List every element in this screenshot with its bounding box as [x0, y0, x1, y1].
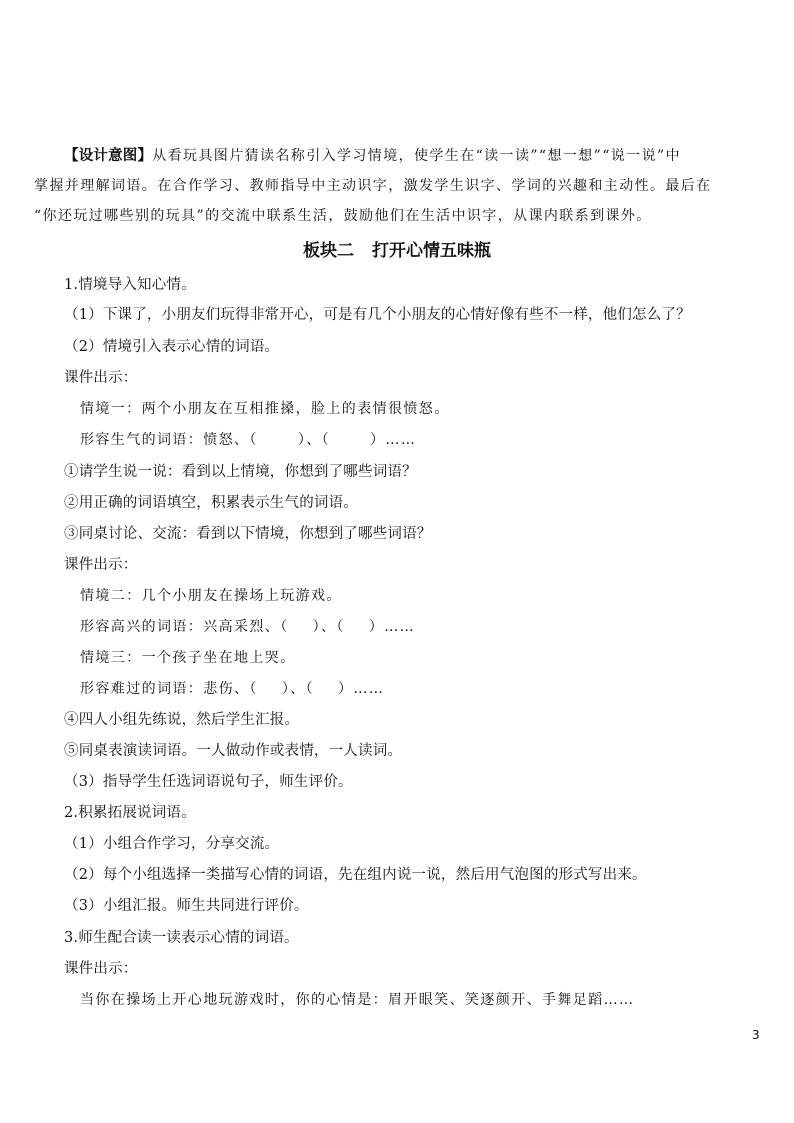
page-number: 3: [752, 1028, 760, 1042]
angry-words-end: ）……: [370, 432, 417, 448]
sad-words-end: ）……: [338, 681, 385, 697]
design-intent-text-1: 从看玩具图片猜读名称引入学习情境，使学生在“读一读”“想一想”“说一说”中: [152, 148, 681, 164]
circle-item-3: ③同桌讨论、交流：看到以下情境，你想到了哪些词语？: [64, 526, 432, 542]
section-name: 打开心情五味瓶: [372, 241, 491, 261]
circle-item-2: ②用正确的词语填空，积累表示生气的词语。: [64, 495, 358, 511]
circle-item-4: ④四人小组先练说，然后学生汇报。: [64, 712, 300, 728]
scene-2: 情境二：几个小朋友在操场上玩游戏。: [80, 588, 342, 604]
angry-words-prefix: 形容生气的词语：愤怒、（: [80, 432, 258, 448]
happy-words-prefix: 形容高兴的词语：兴高采烈、（: [80, 619, 289, 635]
design-intent-label: 【设计意图】: [64, 147, 153, 164]
angry-words-mid: ）、（: [297, 432, 331, 448]
angry-words-line: [80, 430, 416, 450]
step-1-3: （3）指导学生任选词语说句子，师生评价。: [64, 774, 353, 790]
happy-words-line: [80, 617, 415, 637]
circle-item-1: ①请学生说一说：看到以上情境，你想到了哪些词语？: [64, 464, 417, 480]
design-intent-line-2: 掌握并理解词语。在合作学习、教师指导中主动识字，激发学生识字、学词的兴趣和主动性。最后在: [34, 178, 712, 194]
step-3-heading: 3.师生配合读一读表示心情的词语。: [64, 930, 299, 946]
sad-words-line: [80, 679, 384, 699]
step-2-2: （2）每个小组选择一类描写心情的词语，先在组内说一说，然后用气泡图的形式写出来。: [64, 867, 647, 883]
sad-words-prefix: 形容难过的词语：悲伤、（: [80, 681, 258, 697]
step-2-3: （3）小组汇报。师生共同进行评价。: [64, 898, 309, 914]
section-part: 板块二: [303, 241, 354, 261]
design-intent-line-1: [64, 146, 681, 166]
design-intent-line-3: “你还玩过哪些别的玩具”的交流中联系生活，鼓励他们在生活中识字，从课内联系到课外。: [34, 208, 652, 224]
step-1-heading: 1.情境导入知心情。: [64, 277, 196, 293]
happy-words-end: ）……: [368, 619, 416, 635]
step-1-2: （2）情境引入表示心情的词语。: [64, 339, 280, 355]
section-title: [0, 240, 794, 262]
step-2-heading: 2.积累拓展说词语。: [64, 805, 196, 821]
circle-item-5: ⑤同桌表演读词语。一人做动作或表情，一人读词。: [64, 743, 403, 759]
play-feeling-line: 当你在操场上开心地玩游戏时，你的心情是：眉开眼笑、笑逐颜开、手舞足蹈……: [80, 992, 635, 1008]
scene-1: 情境一：两个小朋友在互相推搡，脸上的表情很愤怒。: [80, 401, 450, 417]
step-2-1: （1）小组合作学习，分享交流。: [64, 836, 280, 852]
sad-words-mid: ）、（: [281, 681, 315, 697]
step-1-1: （1）下课了，小朋友们玩得非常开心，可是有几个小朋友的心情好像有些不一样，他们怎么了？: [64, 307, 691, 323]
courseware-label-2: 课件出示：: [64, 557, 138, 573]
courseware-label-3: 课件出示：: [64, 961, 138, 977]
happy-words-mid: ）、（: [312, 619, 345, 635]
courseware-label-1: 课件出示：: [64, 370, 138, 386]
scene-3: 情境三：一个孩子坐在地上哭。: [80, 650, 296, 666]
